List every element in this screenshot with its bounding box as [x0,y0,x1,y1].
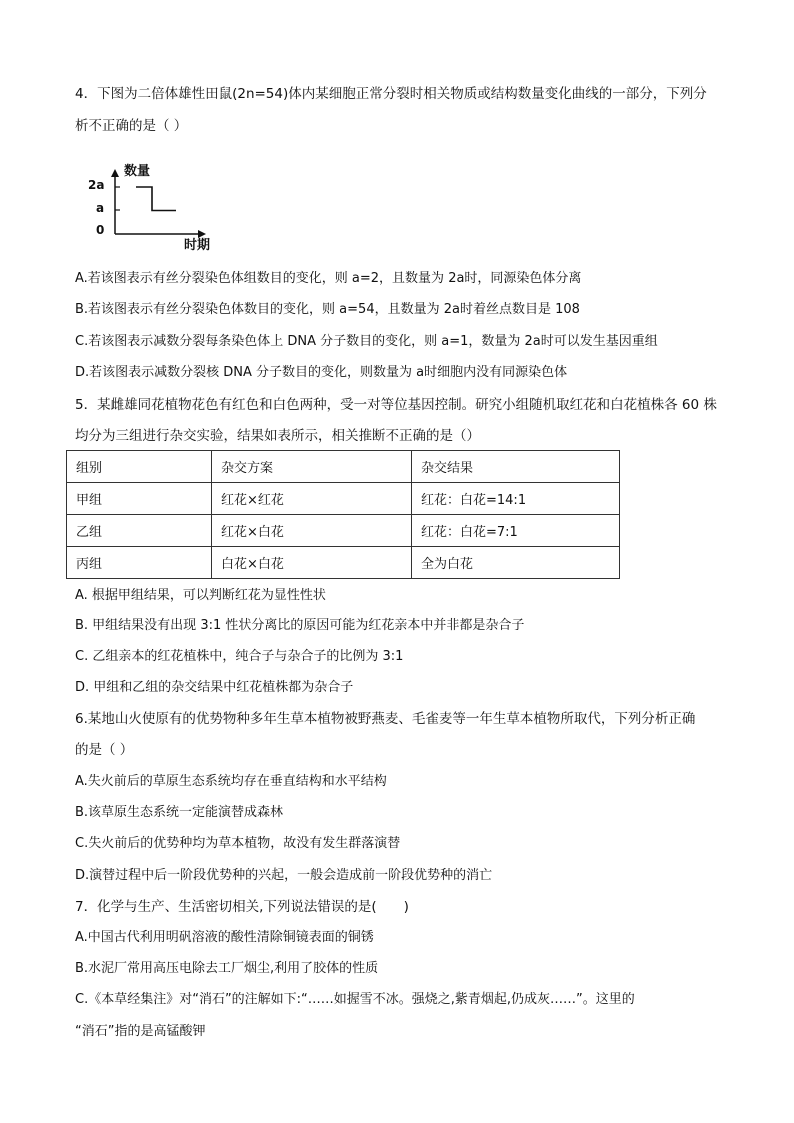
table-header-cell: 杂交方案 [212,451,412,483]
q4-stem-line2: 析不正确的是（ ） [75,118,188,134]
graph-step-curve [136,187,176,211]
table-cell: 红花×红花 [212,483,412,515]
q5-option-b: B. 甲组结果没有出现 3:1 性状分离比的原因可能为红花亲本中并非都是杂合子 [75,618,525,633]
q4-option-b: B.若该图表示有丝分裂染色体数目的变化，则 a=54，且数量为 2a时着丝点数目是 108 [75,302,580,317]
table-row [67,547,620,579]
q5-option-a: A. 根据甲组结果，可以判断红花为显性性状 [75,588,326,603]
graph-ylabel: 数量 [124,164,151,179]
q5-cross-table [66,450,620,579]
q7-option-c-cont: “消石”指的是高锰酸钾 [75,1024,206,1039]
table-cell: 甲组 [67,483,212,515]
table-header-cell: 杂交结果 [412,451,620,483]
q7-option-a: A.中国古代利用明矾溶液的酸性清除铜镜表面的铜锈 [75,930,374,945]
table-cell: 红花：白花=14:1 [412,483,620,515]
q4-option-c: C.若该图表示减数分裂每条染色体上 DNA 分子数目的变化，则 a=1，数量为 2a时可以发生基因重组 [75,334,658,349]
q5-option-d: D. 甲组和乙组的杂交结果中红花植株都为杂合子 [75,680,354,695]
q5-stem-line2: 均分为三组进行杂交实验，结果如表所示，相关推断不正确的是（） [75,428,480,444]
graph-origin: 0 [96,223,105,237]
q5-option-c: C. 乙组亲本的红花植株中，纯合子与杂合子的比例为 3:1 [75,649,404,664]
q6-stem-line2: 的是（ ） [75,742,134,758]
q6-option-a: A.失火前后的草原生态系统均存在垂直结构和水平结构 [75,774,387,789]
table-cell: 白花×白花 [212,547,412,579]
table-cell: 全为白花 [412,547,620,579]
graph-x-arrow [198,230,206,238]
q7-stem: 7．化学与生产、生活密切相关,下列说法错误的是( ) [75,899,409,915]
table-header-row [67,451,620,483]
q7-option-b: B.水泥厂常用高压电除去工厂烟尘,利用了胶体的性质 [75,961,379,976]
graph-tick-2a: 2a [88,178,105,192]
q6-stem-line1: 6.某地山火使原有的优势物种多年生草本植物被野燕麦、毛雀麦等一年生草本植物所取代，下列分析正确 [75,711,696,727]
q7-option-c: C.《本草经集注》对“消石”的注解如下:“……如握雪不冰。强烧之,紫青烟起,仍成灰……”。这里的 [75,992,635,1007]
table-row [67,483,620,515]
table-cell: 乙组 [67,515,212,547]
q6-option-c: C.失火前后的优势种均为草本植物，故没有发生群落演替 [75,836,401,851]
q5-stem-line1: 5．某雌雄同花植物花色有红色和白色两种，受一对等位基因控制。研究小组随机取红花和白花植株各 60 株 [75,397,717,413]
q4-step-graph [84,158,224,253]
graph-xlabel: 时期 [184,238,211,253]
table-cell: 红花：白花=7:1 [412,515,620,547]
q6-option-b: B.该草原生态系统一定能演替成森林 [75,805,284,820]
graph-tick-a: a [96,201,105,215]
table-header-cell: 组别 [67,451,212,483]
q4-option-d: D.若该图表示减数分裂核 DNA 分子数目的变化，则数量为 a时细胞内没有同源染色体 [75,365,568,380]
graph-y-arrow [111,169,119,177]
q4-stem-line1: 4．下图为二倍体雄性田鼠(2n=54)体内某细胞正常分裂时相关物质或结构数量变化曲线的一部分，下列分 [75,86,707,102]
table-cell: 红花×白花 [212,515,412,547]
q4-option-a: A.若该图表示有丝分裂染色体组数目的变化，则 a=2，且数量为 2a时，同源染色体分离 [75,271,582,286]
table-row [67,515,620,547]
q6-option-d: D.演替过程中后一阶段优势种的兴起，一般会造成前一阶段优势种的消亡 [75,868,493,883]
table-cell: 丙组 [67,547,212,579]
